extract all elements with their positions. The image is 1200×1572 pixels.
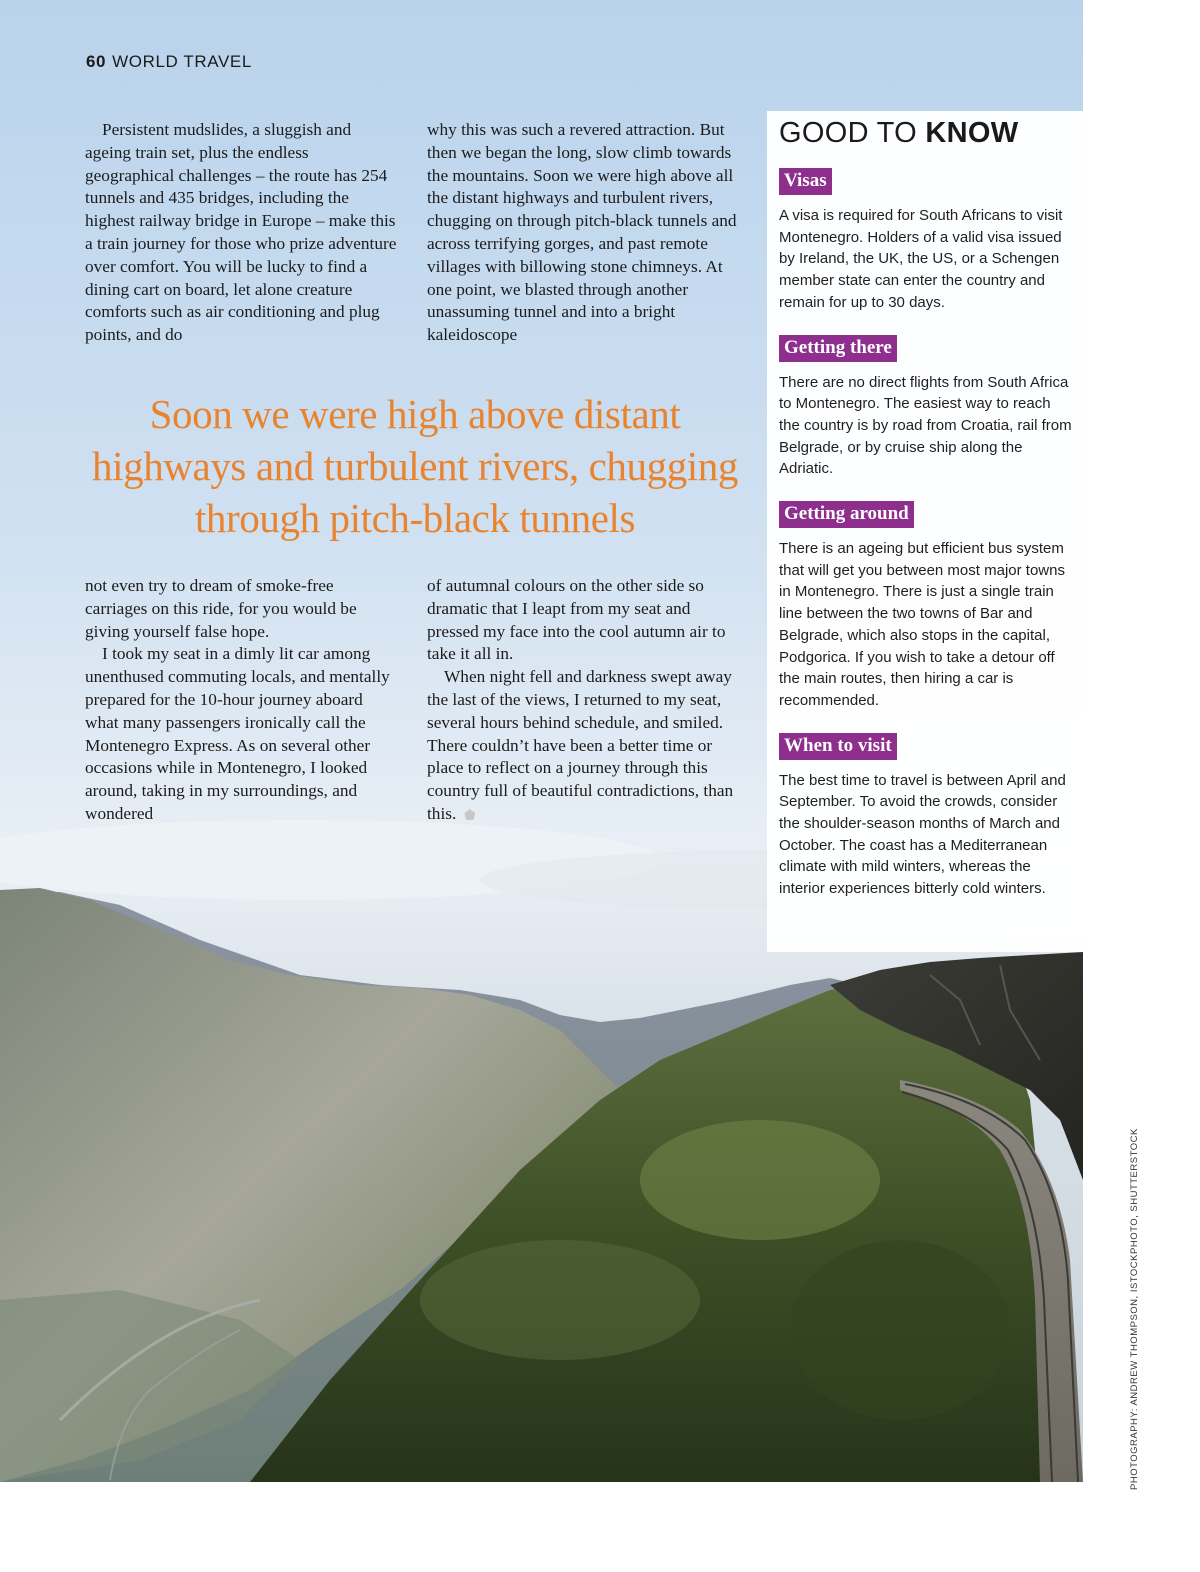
article-column-1-top [85, 119, 397, 347]
article-column-2-bottom [427, 575, 739, 826]
article-paragraph-text: When night fell and darkness swept away the last of the views, I returned to my seat, several hours behind schedule, and smiled. There couldn’t have been a better time or place to reflect on a journey through this country full of beautiful contradictions, than this. [427, 667, 734, 823]
article-column-1-bottom [85, 575, 397, 826]
good-to-know-sidebar [767, 111, 1083, 952]
article-paragraph-final [427, 666, 739, 826]
pull-quote: Soon we were high above distant highways and turbulent rivers, chugging through pitch-black tunnels [92, 391, 738, 541]
sidebar-body: The best time to travel is between April and September. To avoid the crowds, consider the shoulder-season months of March and October. The coast has a Mediterranean climate with mild winters, whereas the interior experiences bitterly cold winters. [779, 771, 1066, 898]
sidebar-title-bold: KNOW [925, 117, 1019, 149]
article-paragraph: I took my seat in a dimly lit car among unenthused commuting locals, and mentally prepared for the 10-hour journey aboard what many passengers ironically call the Montenegro Express. As on several other occasions while in Montenegro, I looked around, taking in my surroundings, and wondered [85, 644, 390, 823]
sidebar-heading: When to visit [779, 733, 897, 760]
article-column-2-top [427, 119, 739, 347]
end-mark-icon [464, 809, 475, 820]
sidebar-section-when-to-visit [779, 733, 1073, 900]
article-paragraph: not even try to dream of smoke-free carriages on this ride, for you would be giving yourself false hope. [85, 576, 357, 641]
article-paragraph: why this was such a revered attraction. But then we began the long, slow climb towards the mountains. Soon we were high above all the distant highways and turbulent rivers, chugging on through pitch-black tunnels and across terrifying gorges, and past remote villages with billowing stone chimneys. At one point, we blasted through another unassuming tunnel and into a bright kaleidoscope [427, 120, 737, 345]
sidebar-heading: Getting around [779, 501, 914, 528]
sidebar-body: A visa is required for South Africans to visit Montenegro. Holders of a valid visa issued by Ireland, the UK, the US, or a Schengen member state can enter the country and remain for up to 30 days. [779, 207, 1063, 311]
sidebar-heading: Visas [779, 168, 832, 195]
sidebar-section-getting-around [779, 501, 1073, 712]
article-paragraph: of autumnal colours on the other side so dramatic that I leapt from my seat and pressed my face into the cool autumn air to take it all in. [427, 576, 726, 664]
page-number: 60 [86, 52, 107, 71]
sidebar-body: There is an ageing but efficient bus system that will get you between most major towns in Montenegro. There is just a single train line between the two towns of Bar and Belgrade, which also stops in the capital, Podgorica. If you wish to take a detour off the main routes, then hiring a car is recommended. [779, 540, 1065, 709]
sidebar-title [779, 117, 1073, 150]
photo-credit: PHOTOGRAPHY: ANDREW THOMPSON, ISTOCKPHOTO, SHUTTERSTOCK [1129, 1128, 1140, 1490]
page-folio [86, 52, 252, 72]
sidebar-section-visas [779, 168, 1073, 314]
sidebar-title-light: GOOD TO [779, 117, 917, 149]
sidebar-section-getting-there [779, 335, 1073, 481]
sidebar-body: There are no direct flights from South Africa to Montenegro. The easiest way to reach the country is by road from Croatia, rail from Belgrade, or by cruise ship along the Adriatic. [779, 373, 1072, 478]
section-name: WORLD TRAVEL [112, 52, 252, 71]
article-paragraph: Persistent mudslides, a sluggish and ageing train set, plus the endless geographical challenges – the route has 254 tunnels and 435 bridges, including the highest railway bridge in Europe – make this a train journey for those who prize adventure over comfort. You will be lucky to find a dining cart on board, let alone creature comforts such as air conditioning and plug points, and do [85, 120, 397, 345]
sidebar-heading: Getting there [779, 335, 897, 362]
